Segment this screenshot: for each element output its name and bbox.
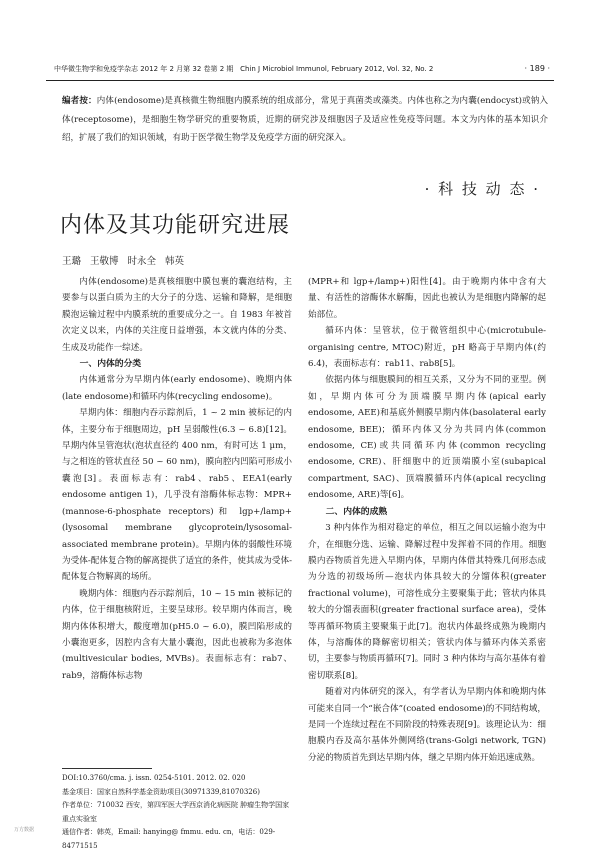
header-rule	[46, 80, 554, 81]
body-column-right	[308, 274, 546, 834]
paragraph: 依据内体与细胞膜间的相互关系，又分为不同的亚型。例如，早期内体可分为顶端膜早期内体(apical early endosome, AEE)和基底外侧膜早期内体(basolateral early endosome, BEE)；循环内体又分为共同内体(common endosome, CE)或共同循环内体(common recycling endosome, CRE)、肝细胞中的近顶端膜小室(subapical compartment, SAC)、顶端膜循环内体(apical recycling endosome, ARE)等[6]。	[308, 375, 546, 501]
article-title: 内体及其功能研究进展	[60, 213, 291, 238]
paragraph: 循环内体：呈管状，位于微管组织中心(microtubule-organising centre, MTOC)附近，pH 略高于早期内体(约 6.4)，表面标志有：rab11、rab8[5]。	[308, 326, 546, 370]
footnote-correspondence: 通信作者：韩英，Email: hanying@ fmmu. edu. cn，电话：029-84771515	[62, 828, 276, 850]
footnote-funding: 基金项目：国家自然科学基金资助项目(30971339,81070326)	[62, 787, 260, 796]
paragraph: 晚期内体：细胞内吞示踪剂后，10 ~ 15 min 被标记的内体，位于细胞核附近，主要呈球形。较早期内体而言，晚期内体体积增大，酸度增加(pH5.0 ~ 6.0)，膜凹陷形成的小囊泡更多，因腔内含有大量小囊泡，因此也被称为多泡体(multivesicular bodies, MVBs)。表面标志有：rab7、rab9，溶酶体标志物	[62, 588, 292, 681]
body-column-left	[62, 274, 292, 822]
journal-name-cn: 中华微生物学和免疫学杂志 2012 年 2 月第 32 卷第 2 期	[54, 65, 234, 73]
section-heading: 二、内体的成熟	[325, 506, 388, 517]
page-number: · 189 ·	[524, 64, 550, 73]
editor-note	[62, 92, 548, 148]
editor-note-label: 编者按：	[62, 96, 97, 106]
corner-watermark: 万方数据	[14, 827, 35, 833]
section-heading: 一、内体的分类	[79, 359, 142, 370]
footnote-affiliation: 作者单位：710032 西安，第四军医大学西京消化病医院 肿瘤生物学国家重点实验室	[62, 801, 290, 823]
paragraph: 内体(endosome)是真核细胞中膜包裹的囊泡结构，主要参与以蛋白质为主的大分子的分选、运输和降解，是细胞膜泡运输过程中内膜系统的重要成分之一。自 1983 年被首次定义以来，内体的关注度日益增强，本文就内体的分类、生成及功能作一综述。	[62, 277, 292, 353]
paragraph: 3 种内体作为相对稳定的单位，相互之间以运输小泡为中介，在细胞分选、运输、降解过程中发挥着不同的作用。细胞膜内吞物质首先进入早期内体，早期内体借其特殊几何形态成为分选的初级场所—泡状内体具较大的分馏体积(greater fractional volume)，可溶性成分主要聚集于此；管状内体具较大的分馏表面积(greater fractional surface area)，受体等再循环物质主要聚集于此[7]。泡状内体最终成熟为晚期内体，与溶酶体的降解密切相关；管状内体与循环内体关系密切，主要参与物质再循环[7]。同时 3 种内体均与高尔基体有着密切联系[8]。	[308, 523, 546, 681]
paragraph: 随着对内体研究的深入，有学者认为早期内体和晚期内体可能来自同一个“嵌合体”(coated endosome)的不同结构域，是同一个连续过程在不同阶段的特殊表现[9]。该理论认为：细胞膜内吞及高尔基体外侧网络(trans-Golgi network, TGN)分泌的物质首先到达早期内体，继之早期内体开始迅速成熟。	[308, 687, 546, 763]
editor-note-text: 内体(endosome)是真核微生物细胞内膜系统的组成部分，常见于真菌类或藻类。内体也称之为内囊(endocyst)或钠入体(receptosome)，是细胞生物学研究的重要物质，近期的研究涉及细胞因子及适应性免疫等问题。本文为内体的基本知识介绍，扩展了我们的知识领域，有助于医学微生物学及免疫学方面的研究深入。	[62, 96, 548, 144]
paragraph: 内体通常分为早期内体(early endosome)、晚期内体(late endosome)和循环内体(recycling endosome)。	[62, 375, 292, 402]
paragraph: (MPR+和 lgp+/lamp+)阳性[4]。由于晚期内体中含有大量、有活性的溶酶体水解酶，因此也被认为是细胞内降解的起始部位。	[308, 277, 546, 320]
journal-header-cn	[54, 64, 433, 74]
journal-name-en: Chin J Microbiol Immunol, February 2012, Vol. 32, No. 2	[240, 65, 434, 73]
paragraph: 早期内体：细胞内吞示踪剂后，1 ~ 2 min 被标记的内体，主要分布于细胞周边，pH 呈弱酸性(6.3 ~ 6.8)[12]。早期内体呈管泡状(泡状直径约 400 nm，有时可达 1 μm，与之相连的管状直径 50 ~ 60 nm)，膜向腔内凹陷可形成小囊泡[3]。表面标志有：rab4、rab5、EEA1(early endosome antigen 1)，几乎没有溶酶体标志物：MPR+(mannose-6-phosphate receptors)和 lgp+/lamp+(lysosomal membrane glycoprotein/lysosomal-associated membrane protein)。早期内体的弱酸性环境为受体-配体复合物的解离提供了适宜的条件，使其成为受体-配体复合物解离的场所。	[62, 408, 292, 583]
author-list: 王璐 王敬博 时永全 韩英	[62, 256, 185, 267]
footnote-doi: DOI:10.3760/cma. j. issn. 0254-5101. 2012. 02. 020	[62, 774, 246, 782]
footnote-rule	[62, 768, 152, 769]
section-tag: · 科 技 动 态 ·	[424, 180, 540, 198]
footnotes	[62, 772, 294, 853]
